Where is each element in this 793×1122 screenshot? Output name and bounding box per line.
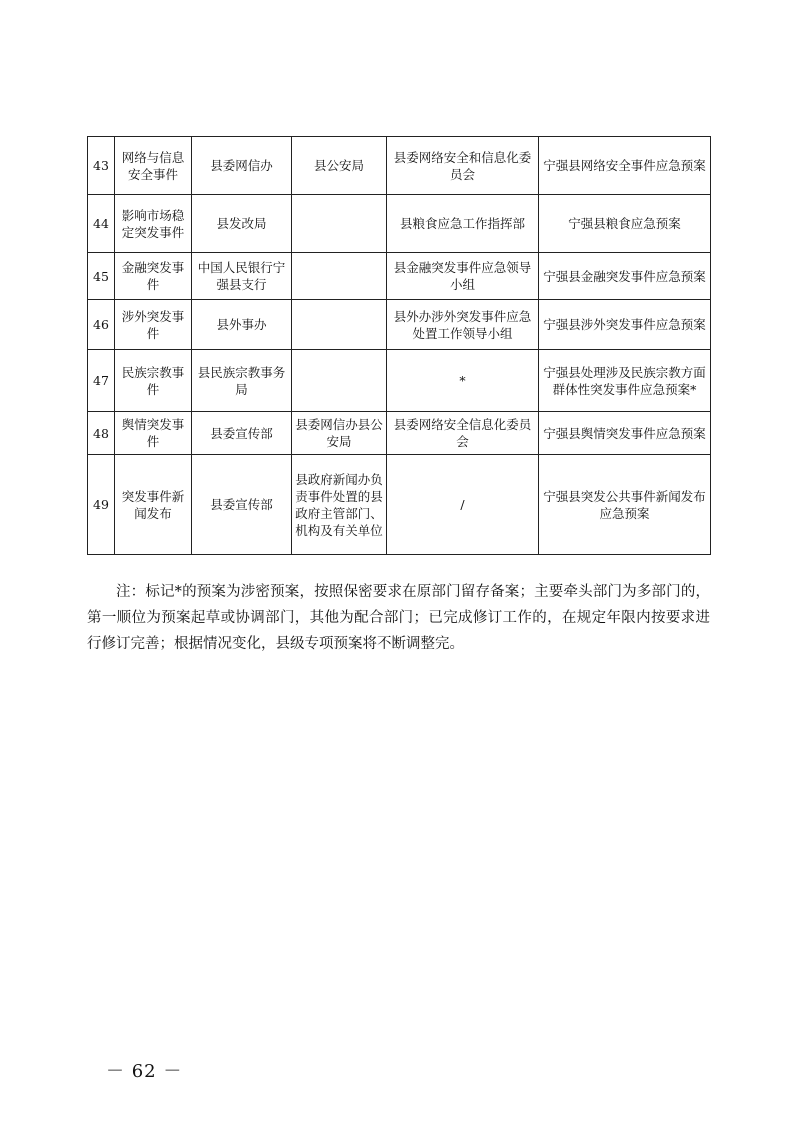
event-type: 涉外突发事件	[115, 300, 192, 350]
plan-name: 宁强县粮食应急预案	[539, 195, 711, 253]
row-number: 46	[88, 300, 115, 350]
event-type: 突发事件新闻发布	[115, 455, 192, 555]
lead-department: 县委宣传部	[192, 455, 292, 555]
plan-name: 宁强县突发公共事件新闻发布应急预案	[539, 455, 711, 555]
event-type: 金融突发事件	[115, 253, 192, 300]
plan-name: 宁强县金融突发事件应急预案	[539, 253, 711, 300]
table-row	[88, 300, 711, 350]
command-body: /	[387, 455, 539, 555]
cooperating-department	[292, 253, 387, 300]
cooperating-department: 县委网信办县公安局	[292, 412, 387, 455]
lead-department: 中国人民银行宁强县支行	[192, 253, 292, 300]
table-row	[88, 350, 711, 412]
lead-department: 县委网信办	[192, 137, 292, 195]
table-row	[88, 253, 711, 300]
table-row	[88, 412, 711, 455]
command-body: *	[387, 350, 539, 412]
event-type: 舆情突发事件	[115, 412, 192, 455]
lead-department: 县外事办	[192, 300, 292, 350]
event-type: 网络与信息安全事件	[115, 137, 192, 195]
row-number: 49	[88, 455, 115, 555]
command-body: 县金融突发事件应急领导小组	[387, 253, 539, 300]
plan-name: 宁强县处理涉及民族宗教方面群体性突发事件应急预案*	[539, 350, 711, 412]
plan-name: 宁强县涉外突发事件应急预案	[539, 300, 711, 350]
command-body: 县委网络安全和信息化委员会	[387, 137, 539, 195]
table-row	[88, 455, 711, 555]
row-number: 45	[88, 253, 115, 300]
row-number: 48	[88, 412, 115, 455]
row-number: 43	[88, 137, 115, 195]
table-note: 注：标记*的预案为涉密预案，按照保密要求在原部门留存备案；主要牵头部门为多部门的，第一顺位为预案起草或协调部门，其他为配合部门；已完成修订工作的，在规定年限内按要求进行修订完善；根据情况变化，县级专项预案将不断调整完。	[87, 583, 710, 652]
cooperating-department	[292, 350, 387, 412]
cooperating-department	[292, 195, 387, 253]
page-number: － 62 －	[106, 1061, 183, 1082]
command-body: 县外办涉外突发事件应急处置工作领导小组	[387, 300, 539, 350]
command-body: 县粮食应急工作指挥部	[387, 195, 539, 253]
row-number: 44	[88, 195, 115, 253]
plan-name: 宁强县网络安全事件应急预案	[539, 137, 711, 195]
row-number: 47	[88, 350, 115, 412]
table-row	[88, 137, 711, 195]
lead-department: 县发改局	[192, 195, 292, 253]
cooperating-department	[292, 300, 387, 350]
emergency-plan-table	[87, 136, 711, 555]
event-type: 民族宗教事件	[115, 350, 192, 412]
event-type: 影响市场稳定突发事件	[115, 195, 192, 253]
lead-department: 县民族宗教事务局	[192, 350, 292, 412]
lead-department: 县委宣传部	[192, 412, 292, 455]
table-row	[88, 195, 711, 253]
command-body: 县委网络安全信息化委员会	[387, 412, 539, 455]
cooperating-department: 县政府新闻办负责事件处置的县政府主管部门、机构及有关单位	[292, 455, 387, 555]
plan-name: 宁强县舆情突发事件应急预案	[539, 412, 711, 455]
cooperating-department: 县公安局	[292, 137, 387, 195]
